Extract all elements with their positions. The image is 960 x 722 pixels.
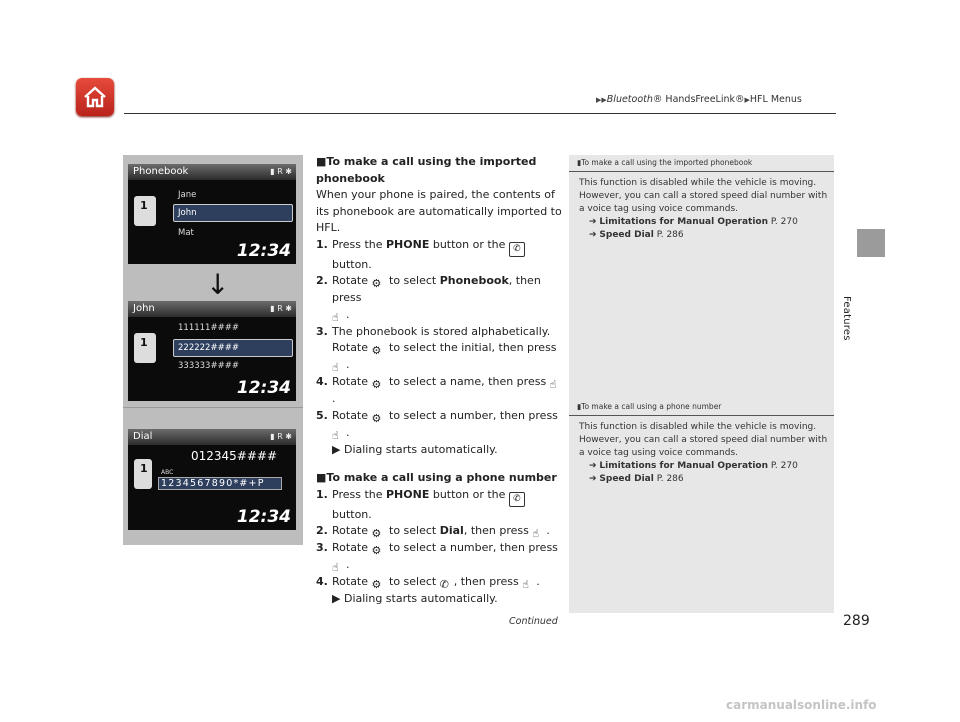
ref-arrow-icon: ➔ (589, 474, 600, 484)
step: 2. Rotate ⚙ to select Phonebook, then press ☝ . (316, 274, 541, 324)
phone-icon: ✆ (509, 242, 525, 257)
note-marker-icon: ▮ (577, 158, 582, 167)
home-button[interactable] (76, 78, 114, 116)
breadcrumb-arrow-icon: ▶ (744, 96, 750, 104)
section-heading: ■To make a call using a phone number (316, 471, 557, 484)
step: 1. Press the PHONE button or the ✆ button. (316, 237, 566, 274)
result-arrow-icon: ▶ (332, 592, 344, 605)
list-item[interactable]: Mat (178, 228, 194, 238)
status-icons: ▮ R ✱ (270, 304, 292, 313)
keypad-icon: 1 (134, 459, 152, 489)
list-item-selected[interactable]: 222222#### (178, 343, 239, 353)
breadcrumb (596, 94, 802, 105)
notes-panel (569, 155, 834, 613)
status-icons: ▮ R ✱ (270, 432, 292, 441)
phonebook-icon: 1 (134, 333, 156, 363)
digit-row[interactable]: 1234567890*#+P (158, 477, 282, 490)
note-ref-link[interactable]: ➔ Speed Dial P. 286 (589, 474, 684, 484)
selector-knob-icon: ⚙ (371, 277, 382, 290)
bullet-icon: ■ (316, 471, 327, 484)
press-icon: ☝ (332, 361, 339, 374)
press-icon: ☝ (549, 378, 557, 391)
phone-icon: ✆ (509, 492, 525, 507)
phonebook-screen (128, 164, 296, 264)
press-icon: ☝ (332, 310, 339, 324)
press-icon: ☝ (522, 578, 529, 591)
keypad-label: ABC (161, 469, 174, 476)
selector-knob-icon: ⚙ (371, 344, 382, 357)
breadcrumb-arrow-icon: ▶▶ (596, 96, 607, 104)
selector-knob-icon: ⚙ (371, 411, 382, 425)
screen-title: Phonebook (133, 166, 189, 177)
step: 5. Rotate ⚙ to select a number, then press ☝ . (316, 408, 558, 442)
features-tab[interactable] (857, 229, 885, 257)
note-ref-link[interactable]: ➔ Speed Dial P. 286 (589, 230, 684, 240)
watermark: carmanualsonline.info (726, 698, 877, 712)
clock: 12:34 (236, 378, 291, 398)
note-body: This function is disabled while the vehicle is moving. However, you can call a stored speed dial number with a voice tag using voice commands. (579, 178, 828, 214)
dial-number: 012345#### (191, 449, 278, 463)
panel-divider (123, 407, 303, 408)
call-icon: ✆ (439, 578, 449, 591)
bullet-icon: ■ (316, 155, 327, 168)
section-heading: ■To make a call using the imported phonebook (316, 155, 537, 185)
screen-title: Dial (133, 431, 153, 442)
list-item[interactable]: 111111#### (178, 323, 239, 333)
step: 3. The phonebook is stored alphabetically. Rotate ⚙ to select the initial, then press ☝ . (316, 324, 557, 374)
instructions (316, 154, 566, 608)
page-number: 289 (843, 613, 870, 629)
press-icon: ☝ (532, 527, 540, 540)
result-text: ▶ Dialing starts automatically. (332, 442, 498, 456)
status-icons: ▮ R ✱ (270, 167, 292, 176)
note: ▮To make a call using the imported phonebook This function is disabled while the vehicle is moving. However, you can call a stored speed dial number with a voice tag using voice commands. ➔ Limitations for Manual Operation P. 270 ➔ Speed Dial P. 286 (569, 158, 834, 171)
selector-knob-icon: ⚙ (371, 378, 382, 391)
header-divider (124, 113, 836, 114)
clock: 12:34 (236, 241, 291, 261)
dial-screen (128, 429, 296, 530)
note-divider (569, 415, 834, 416)
clock: 12:34 (236, 507, 291, 527)
step: 3. Rotate ⚙ to select a number, then press ☝ . (316, 541, 558, 574)
home-icon (83, 85, 107, 109)
selector-knob-icon: ⚙ (371, 527, 382, 540)
selector-knob-icon: ⚙ (371, 544, 382, 557)
press-icon: ☝ (332, 561, 339, 574)
john-screen (128, 301, 296, 401)
note-ref-link[interactable]: ➔ Limitations for Manual Operation P. 270 (589, 217, 798, 227)
selector-knob-icon: ⚙ (371, 578, 382, 591)
note-ref-link[interactable]: ➔ Limitations for Manual Operation P. 270 (589, 461, 798, 471)
note-marker-icon: ▮ (577, 402, 582, 411)
note-divider (569, 171, 834, 172)
note: ▮To make a call using a phone number This function is disabled while the vehicle is moving. However, you can call a stored speed dial number with a voice tag using voice commands. ➔ Limitations for Manual Operation P. 270 ➔ Speed Dial P. 286 (569, 402, 834, 415)
intro-text: When your phone is paired, the contents of its phonebook are automatically imported to HFL. (316, 188, 562, 234)
breadcrumb-item-hfl-menus[interactable]: HFL Menus (749, 94, 802, 105)
continued-label: Continued (509, 616, 558, 627)
step: 1. Press the PHONE button or the ✆ button. (316, 487, 566, 524)
down-arrow-icon: ↓ (206, 268, 230, 301)
ref-arrow-icon: ➔ (589, 230, 600, 240)
breadcrumb-item-bluetooth[interactable]: Bluetooth (606, 94, 653, 105)
features-tab-label: Features (841, 296, 852, 341)
screen-title: John (133, 303, 155, 314)
result-text: ▶ Dialing starts automatically. (332, 592, 498, 605)
step: 4. Rotate ⚙ to select a name, then press ☝. (316, 374, 566, 408)
ref-arrow-icon: ➔ (589, 461, 600, 471)
step: 4. Rotate ⚙ to select ✆ , then press ☝ . (316, 575, 540, 591)
ref-arrow-icon: ➔ (589, 217, 600, 227)
press-icon: ☝ (332, 428, 339, 442)
list-item[interactable]: 333333#### (178, 361, 239, 371)
list-item[interactable]: Jane (178, 190, 197, 200)
note-body: This function is disabled while the vehicle is moving. However, you can call a stored speed dial number with a voice tag using voice commands. (579, 422, 828, 458)
phonebook-icon: 1 (134, 196, 156, 226)
result-arrow-icon: ▶ (332, 442, 344, 456)
list-item-selected[interactable]: John (178, 208, 197, 218)
breadcrumb-item-hfl[interactable]: ® HandsFreeLink® (652, 94, 745, 105)
step: 2. Rotate ⚙ to select Dial, then press ☝ . (316, 524, 550, 540)
